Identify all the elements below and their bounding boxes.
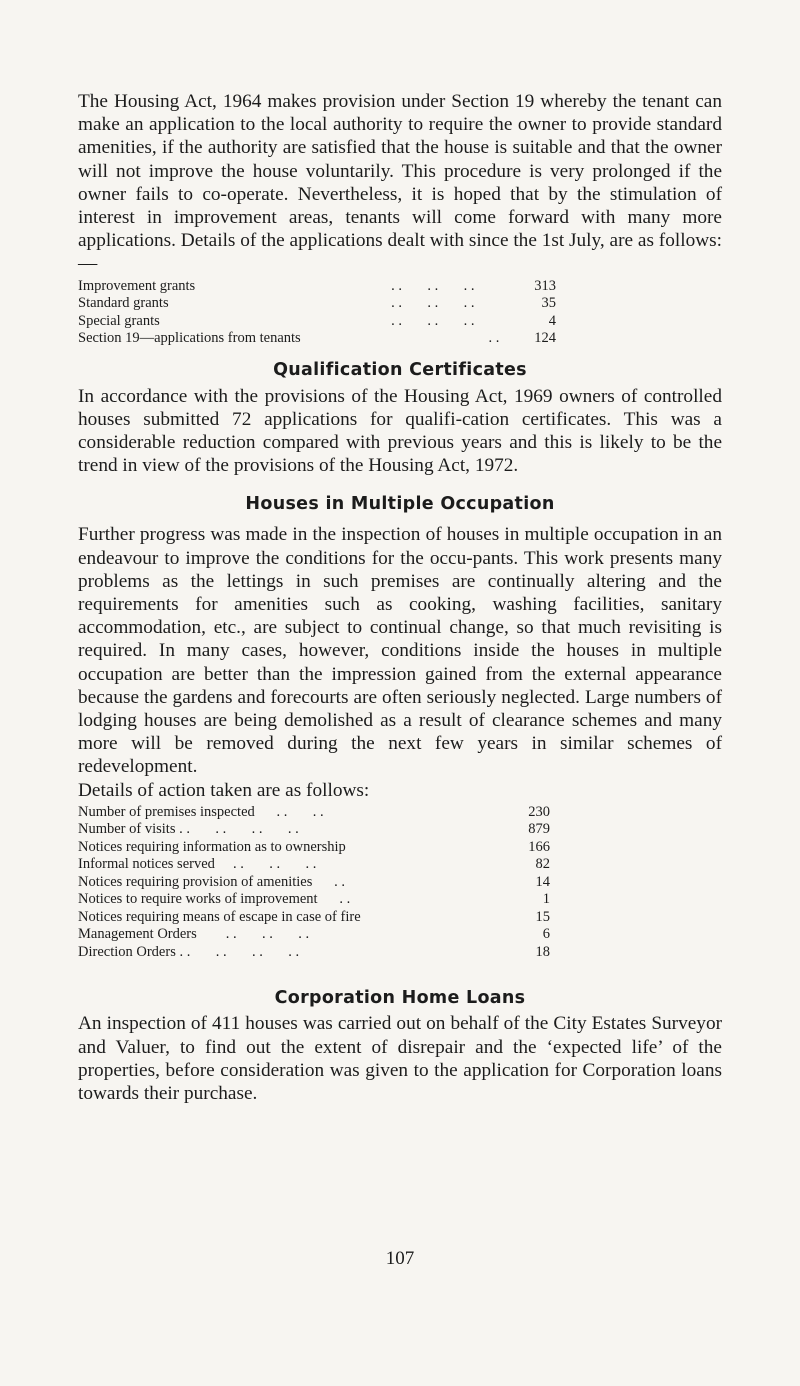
grants-label: Special grants <box>78 312 160 329</box>
actions-value: 166 <box>528 838 550 855</box>
actions-label: Notices requiring provision of amenities . . <box>78 873 345 890</box>
actions-label: Notices requiring means of escape in case of fire <box>78 908 361 925</box>
actions-row <box>78 874 550 892</box>
grants-label: Improvement grants <box>78 277 196 294</box>
grants-row <box>78 330 556 348</box>
actions-value: 230 <box>528 803 550 820</box>
multiple-occupation-heading: Houses in Multiple Occupation <box>245 494 555 515</box>
actions-label: Number of visits . . . . . . . . <box>78 821 299 838</box>
qualification-paragraph: In accordance with the provisions of the Housing Act, 1969 owners of controlled houses submitted 72 applications for qualifi-cation certificates. This was a considerable reduction compared with previous years and this is likely to be the trend in view of the provisions of the Housing Act, 1972. <box>78 385 722 477</box>
grants-value: 35 <box>541 295 556 312</box>
grants-row <box>78 295 556 313</box>
actions-value: 879 <box>528 821 550 838</box>
grants-row <box>78 313 556 331</box>
actions-value: 6 <box>542 926 550 943</box>
grants-dots: . . <box>488 330 500 347</box>
grants-value: 124 <box>534 330 556 347</box>
details-intro: Details of action taken are as follows: <box>78 779 370 801</box>
actions-row <box>78 821 550 839</box>
actions-label: Number of premises inspected . . . . <box>78 803 324 820</box>
grants-row <box>78 278 556 296</box>
actions-value: 82 <box>535 856 550 873</box>
actions-value: 18 <box>535 943 550 960</box>
corporation-heading: Corporation Home Loans <box>274 988 526 1009</box>
actions-row <box>78 804 550 822</box>
grants-dots: . . . . . . <box>391 295 475 312</box>
actions-value: 15 <box>535 908 550 925</box>
actions-row <box>78 944 550 962</box>
corporation-paragraph: An inspection of 411 houses was carried out on behalf of the City Estates Surveyor and Valuer, to find out the extent of disrepair and the ‘expected life’ of the properties, before consideration was given to the application for Corporation loans towards their purchase. <box>78 1013 722 1104</box>
grants-value: 4 <box>548 312 556 329</box>
grants-value: 313 <box>534 277 556 294</box>
intro-paragraph: The Housing Act, 1964 makes provision under Section 19 whereby the tenant can make an application to the local authority to require the owner to provide standard amenities, if the authority are satisfied that the house is suitable and that the owner will not improve the house voluntarily. This procedure is very prolonged if the owner fails to co-operate. Nevertheless, it is hoped that by the stimulation of interest in improvement areas, tenants will come forward with many more applications. Details of the applications dealt with since the 1st July, are as follows:— <box>78 91 722 275</box>
actions-label: Notices to require works of improvement . . <box>78 891 351 908</box>
grants-dots: . . . . . . <box>391 312 475 329</box>
actions-table <box>78 804 550 962</box>
multiple-occupation-paragraph: Further progress was made in the inspection of houses in multiple occupation in an endeavour to improve the conditions for the occu-pants. This work presents many problems as the lettings in such premises are continually altering and the requirements for amenities such as cooking, washing facilities, sanitary accommodation, etc., are subject to continual change, so that much revisiting is required. In many cases, however, conditions inside the houses in multiple occupation are better than the impression gained from the external appearance because the gardens and forecourts are often seriously neglected. Large numbers of lodging houses are being demolished as a result of clearance schemes and many more will be removed during the next few years in similar schemes of redevelopment. <box>78 524 722 778</box>
actions-row <box>78 891 550 909</box>
actions-label: Informal notices served . . . . . . <box>78 856 317 873</box>
qualification-heading: Qualification Certificates <box>273 359 527 380</box>
actions-row <box>78 839 550 857</box>
actions-row <box>78 909 550 927</box>
actions-value: 1 <box>542 891 550 908</box>
actions-label: Notices requiring information as to ownership <box>78 838 346 855</box>
grants-dots: . . . . . . <box>391 277 475 294</box>
page-number: 107 <box>385 1248 415 1269</box>
actions-label: Direction Orders . . . . . . . . <box>78 943 300 960</box>
actions-value: 14 <box>535 873 550 890</box>
actions-row <box>78 856 550 874</box>
grants-table <box>78 278 556 348</box>
page-content <box>78 90 722 1105</box>
actions-row <box>78 926 550 944</box>
grants-label: Section 19—applications from tenants <box>78 330 301 347</box>
grants-label: Standard grants <box>78 295 169 312</box>
actions-label: Management Orders . . . . . . <box>78 926 310 943</box>
